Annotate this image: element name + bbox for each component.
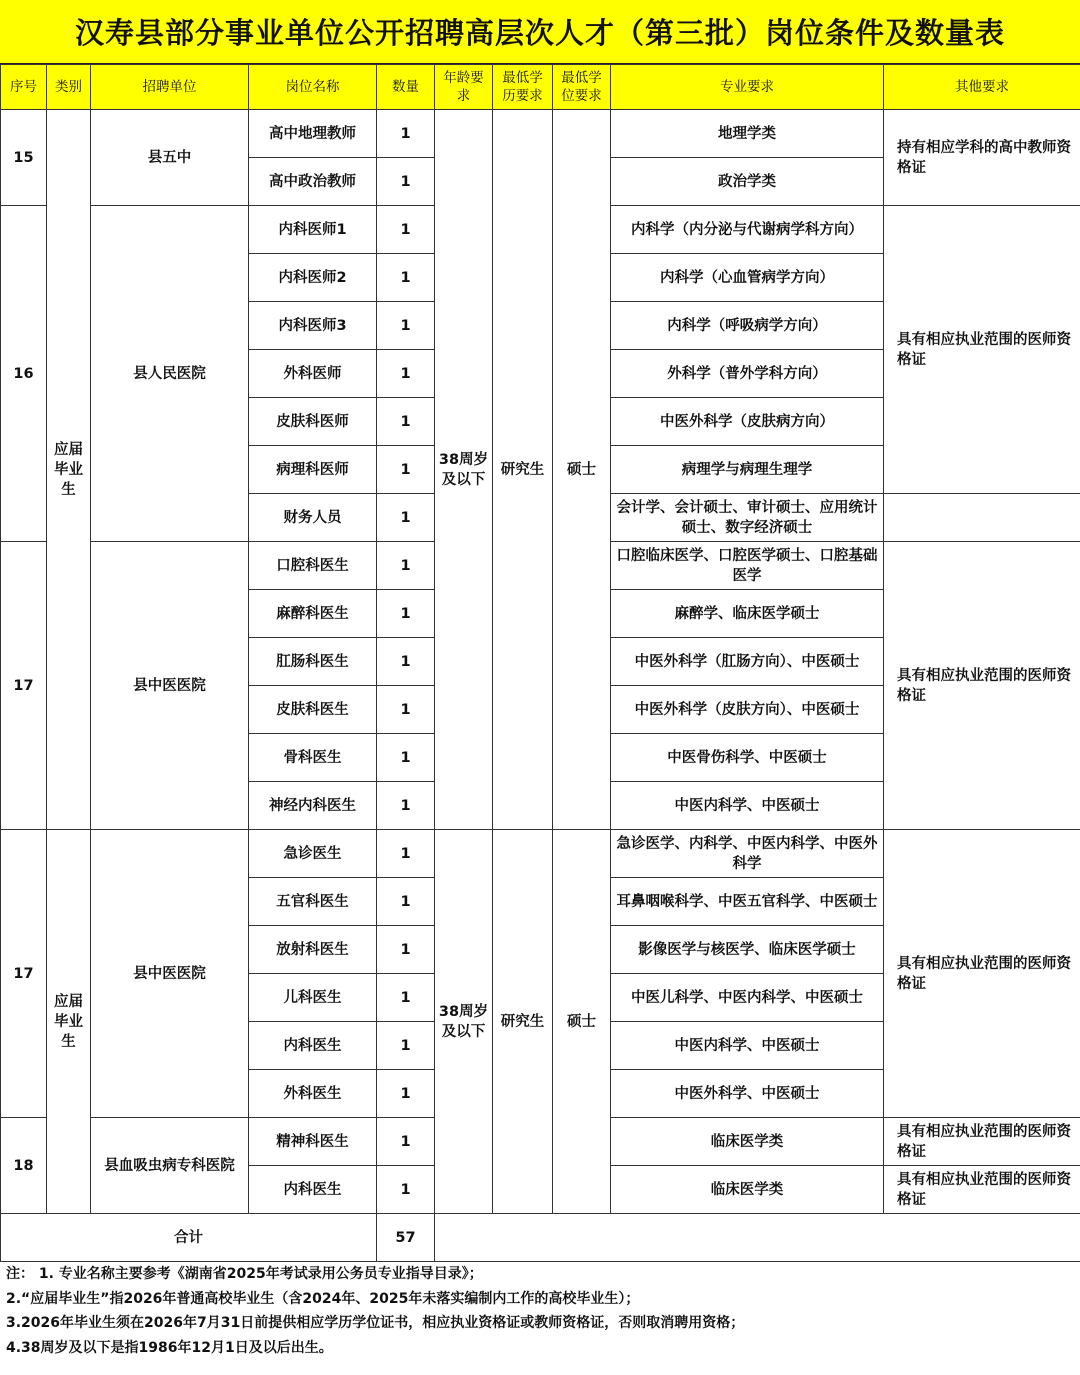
category-cell: 应届毕业生 (47, 830, 91, 1214)
post-name-cell: 内科医师1 (249, 206, 377, 254)
post-name-cell: 内科医师2 (249, 254, 377, 302)
recruitment-table (0, 64, 1080, 1262)
note-line: 2.“应届毕业生”指2026年普通高校毕业生（含2024年、2025年未落实编制内工作的高校毕业生）； (6, 1290, 640, 1307)
count-cell: 1 (377, 1022, 435, 1070)
major-cell: 中医外科学（皮肤方向）、中医硕士 (611, 686, 884, 734)
header-count: 数量 (377, 65, 435, 110)
total-row (1, 1214, 1080, 1262)
major-cell: 政治学类 (611, 158, 884, 206)
page-title: 汉寿县部分事业单位公开招聘高层次人才（第三批）岗位条件及数量表 (0, 0, 1080, 64)
count-cell: 1 (377, 158, 435, 206)
count-cell: 1 (377, 1070, 435, 1118)
count-cell: 1 (377, 1166, 435, 1214)
note-line: 4.38周岁及以下是指1986年12月1日及以后出生。 (6, 1339, 333, 1356)
header-degree: 最低学位要求 (553, 65, 611, 110)
other-requirement-cell (884, 1118, 1080, 1166)
other-requirement-text: 持有相应学科的高中教师资格证 (897, 139, 1071, 176)
header-other: 其他要求 (884, 65, 1080, 110)
count-cell: 1 (377, 110, 435, 158)
post-name-cell: 五官科医生 (249, 878, 377, 926)
count-cell: 1 (377, 1118, 435, 1166)
major-cell: 内科学（呼吸病学方向） (611, 302, 884, 350)
header-seq: 序号 (1, 65, 47, 110)
count-cell: 1 (377, 590, 435, 638)
other-requirement-cell (884, 542, 1080, 830)
count-cell: 1 (377, 830, 435, 878)
major-cell: 中医内科学、中医硕士 (611, 1022, 884, 1070)
major-cell: 中医外科学（肛肠方向）、中医硕士 (611, 638, 884, 686)
other-requirement-cell (884, 110, 1080, 206)
major-cell: 中医外科学（皮肤病方向） (611, 398, 884, 446)
other-requirement-text: 具有相应执业范围的医师资格证 (897, 1123, 1071, 1160)
degree-cell: 硕士 (553, 110, 611, 830)
count-cell: 1 (377, 350, 435, 398)
total-empty (435, 1214, 1080, 1262)
post-name-cell: 麻醉科医生 (249, 590, 377, 638)
other-requirement-cell (884, 1166, 1080, 1214)
other-requirement-text: 具有相应执业范围的医师资格证 (897, 1171, 1071, 1208)
post-name-cell: 内科医生 (249, 1166, 377, 1214)
post-name-cell: 高中政治教师 (249, 158, 377, 206)
post-name-cell: 精神科医生 (249, 1118, 377, 1166)
count-cell: 1 (377, 446, 435, 494)
unit-cell: 县五中 (91, 110, 249, 206)
education-cell: 研究生 (493, 830, 553, 1214)
count-cell: 1 (377, 542, 435, 590)
post-name-cell: 放射科医生 (249, 926, 377, 974)
count-cell: 1 (377, 494, 435, 542)
major-cell: 中医外科学、中医硕士 (611, 1070, 884, 1118)
major-cell: 耳鼻咽喉科学、中医五官科学、中医硕士 (611, 878, 884, 926)
header-category: 类别 (47, 65, 91, 110)
other-requirement-cell (884, 206, 1080, 494)
count-cell: 1 (377, 206, 435, 254)
major-cell: 内科学（心血管病学方向） (611, 254, 884, 302)
major-cell: 急诊医学、内科学、中医内科学、中医外科学 (611, 830, 884, 878)
post-name-cell: 骨科医生 (249, 734, 377, 782)
note-line: 注： 1. 专业名称主要参考《湖南省2025年考试录用公务员专业指导目录》； (6, 1266, 483, 1282)
header-major: 专业要求 (611, 65, 884, 110)
unit-cell: 县人民医院 (91, 206, 249, 542)
major-cell: 影像医学与核医学、临床医学硕士 (611, 926, 884, 974)
post-name-cell: 外科医师 (249, 350, 377, 398)
count-cell: 1 (377, 686, 435, 734)
post-name-cell: 高中地理教师 (249, 110, 377, 158)
category-cell: 应届毕业生 (47, 110, 91, 830)
total-value: 57 (377, 1214, 435, 1262)
education-cell: 研究生 (493, 110, 553, 830)
count-cell: 1 (377, 398, 435, 446)
post-name-cell: 财务人员 (249, 494, 377, 542)
total-label: 合计 (1, 1214, 377, 1262)
major-cell: 病理学与病理生理学 (611, 446, 884, 494)
unit-cell: 县中医医院 (91, 542, 249, 830)
table-row (1, 110, 1080, 158)
major-cell: 地理学类 (611, 110, 884, 158)
degree-cell: 硕士 (553, 830, 611, 1214)
major-cell: 中医骨伤科学、中医硕士 (611, 734, 884, 782)
major-cell: 麻醉学、临床医学硕士 (611, 590, 884, 638)
table-row (1, 830, 1080, 878)
post-name-cell: 病理科医师 (249, 446, 377, 494)
header-post: 岗位名称 (249, 65, 377, 110)
major-cell: 中医内科学、中医硕士 (611, 782, 884, 830)
post-name-cell: 内科医师3 (249, 302, 377, 350)
table-header-row (1, 65, 1080, 110)
post-name-cell: 儿科医生 (249, 974, 377, 1022)
post-name-cell: 内科医生 (249, 1022, 377, 1070)
other-requirement-cell (884, 830, 1080, 1118)
count-cell: 1 (377, 302, 435, 350)
count-cell: 1 (377, 878, 435, 926)
major-cell: 临床医学类 (611, 1118, 884, 1166)
count-cell: 1 (377, 782, 435, 830)
count-cell: 1 (377, 638, 435, 686)
age-cell: 38周岁及以下 (435, 110, 493, 830)
post-name-cell: 皮肤科医生 (249, 686, 377, 734)
post-name-cell: 急诊医生 (249, 830, 377, 878)
major-cell: 外科学（普外学科方向） (611, 350, 884, 398)
note-line: 3.2026年毕业生须在2026年7月31日前提供相应学历学位证书，相应执业资格证或教师资格证，否则取消聘用资格； (6, 1315, 745, 1331)
post-name-cell: 皮肤科医师 (249, 398, 377, 446)
header-education: 最低学历要求 (493, 65, 553, 110)
major-cell: 中医儿科学、中医内科学、中医硕士 (611, 974, 884, 1022)
count-cell: 1 (377, 734, 435, 782)
unit-cell: 县血吸虫病专科医院 (91, 1118, 249, 1214)
count-cell: 1 (377, 254, 435, 302)
age-cell: 38周岁及以下 (435, 830, 493, 1214)
post-name-cell: 神经内科医生 (249, 782, 377, 830)
post-name-cell: 口腔科医生 (249, 542, 377, 590)
major-cell: 内科学（内分泌与代谢病学科方向） (611, 206, 884, 254)
major-cell: 会计学、会计硕士、审计硕士、应用统计硕士、数字经济硕士 (611, 494, 884, 542)
other-requirement-text: 具有相应执业范围的医师资格证 (897, 331, 1071, 368)
seq-cell: 17 (1, 830, 47, 1118)
other-requirement-text: 具有相应执业范围的医师资格证 (897, 667, 1071, 704)
major-cell: 口腔临床医学、口腔医学硕士、口腔基础医学 (611, 542, 884, 590)
post-name-cell: 肛肠科医生 (249, 638, 377, 686)
seq-cell: 18 (1, 1118, 47, 1214)
seq-cell: 16 (1, 206, 47, 542)
unit-cell: 县中医医院 (91, 830, 249, 1118)
major-cell: 临床医学类 (611, 1166, 884, 1214)
other-requirement-text: 具有相应执业范围的医师资格证 (897, 955, 1071, 992)
count-cell: 1 (377, 974, 435, 1022)
seq-cell: 17 (1, 542, 47, 830)
other-requirement-cell (884, 494, 1080, 542)
post-name-cell: 外科医生 (249, 1070, 377, 1118)
header-unit: 招聘单位 (91, 65, 249, 110)
header-age: 年龄要求 (435, 65, 493, 110)
notes (6, 1262, 1076, 1360)
seq-cell: 15 (1, 110, 47, 206)
count-cell: 1 (377, 926, 435, 974)
